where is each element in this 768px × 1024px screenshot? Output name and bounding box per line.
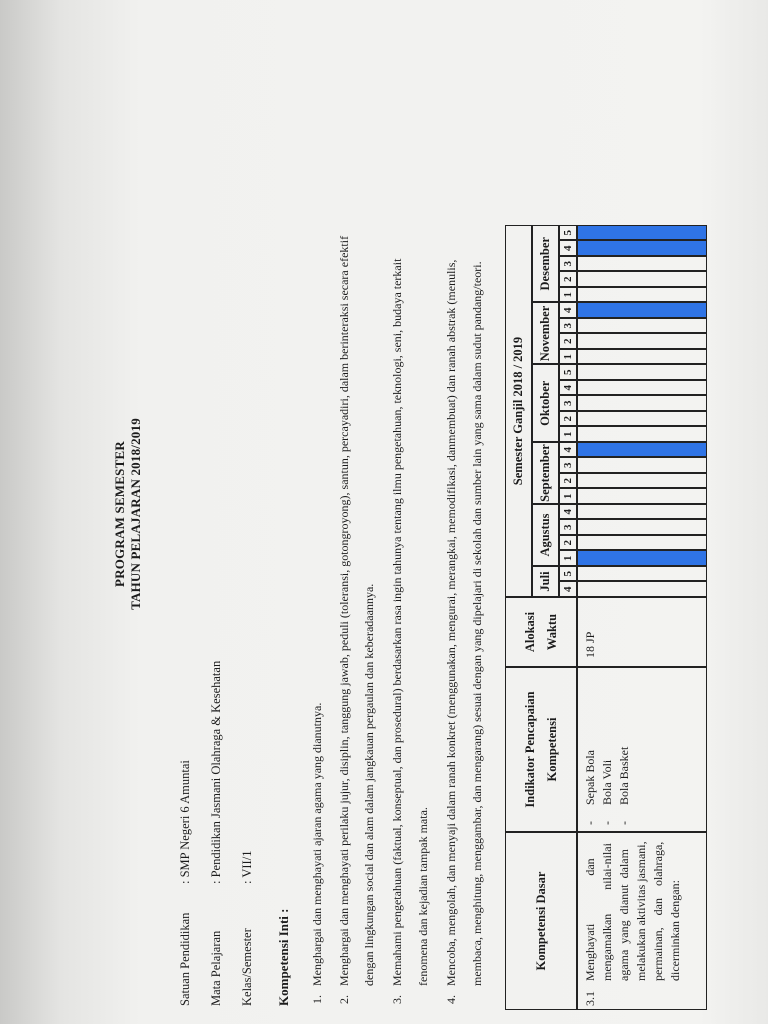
header-week-number: 4 [559,380,577,396]
indikator-item [582,674,599,825]
header-week-number: 3 [559,396,577,412]
week-cell [577,566,707,582]
ki-number: 2. [337,995,351,1004]
ki-text-line: Menghargai dan menghayati perilaku jujur, disiplin, tanggung jawab, peduli (toleransi, gotongroyong), santun, percayadiri, dalam berinteraksi secara efektif [337,235,351,986]
header-week-number: 4 [559,582,577,598]
alokasi-cell: 18 JP [577,597,707,667]
kd-number: 3.1 [583,991,597,1006]
week-cell [577,489,707,505]
week-cell [577,256,707,272]
identity-value-class: : VII/1 [240,850,254,884]
indikator-text: Sepak Bola [583,750,597,805]
header-week-number: 2 [559,272,577,288]
header-week-number: 5 [559,566,577,582]
week-cell [577,427,707,443]
week-cell [577,520,707,536]
ki-text-line: Menghargai dan menghayati ajaran agama yang dianutnya. [310,702,324,986]
header-week-number: 1 [559,427,577,443]
header-month-november: November [532,303,559,365]
indikator-text: Bola Voli [600,759,614,805]
ki-number: 1. [310,995,324,1004]
bullet-dash: - [583,821,597,825]
header-week-number: 4 [559,303,577,319]
header-week-number: 5 [559,365,577,381]
identity-label-school: Satuan Pendidikan [178,912,192,1006]
indikator-item [599,674,616,825]
kd-text-line: dicerminkan dengan: [668,880,682,981]
week-cell [577,349,707,365]
header-alokasi-line2: Waktu [545,613,559,651]
document-title: PROGRAM SEMESTER [112,441,127,587]
week-cell [577,287,707,303]
header-month-desember: Desember [532,225,559,303]
header-week-number: 2 [559,535,577,551]
kd-text-line: permainan, dan olahraga, [651,841,665,981]
ki-text-line: fenomena dan kejadian tampak mata. [416,807,430,986]
header-week-number: 3 [559,256,577,272]
ki-text-line: dengan lingkungan social dan alam dalam jangkauan pergaulan dan keberadaannya. [362,583,376,986]
header-indikator-line1: Indikator Pencapaian [523,691,537,808]
week-cell-scheduled [577,551,707,567]
header-week-number: 1 [559,287,577,303]
week-cell [577,535,707,551]
ki-text-line: Mencoba, mengolah, dan menyaji dalam ranah konkret (menggunakan, mengurai, merangkai, memodifikasi, danmembuat) dan ranah abstrak (menulis, [444,259,458,986]
identity-value-school: : SMP Negeri 6 Amuntai [178,760,192,884]
week-cell-scheduled [577,303,707,319]
header-week-number: 1 [559,349,577,365]
kompetensi-inti-heading: Kompetensi Inti : [276,908,291,1006]
kd-cell [577,832,707,1010]
header-week-number: 1 [559,551,577,567]
header-semester-title: Semester Ganjil 2018 / 2019 [505,225,532,597]
week-cell [577,334,707,350]
header-week-number: 4 [559,504,577,520]
header-week-number: 2 [559,334,577,350]
ki-number: 4. [444,995,458,1004]
ki-number: 3. [390,995,404,1004]
header-week-number: 3 [559,520,577,536]
identity-value-subject: : Pendidikan Jasmani Olahraga & Kesehatan [209,660,223,884]
header-week-number: 4 [559,241,577,257]
header-indikator-line2: Kompetensi [545,717,559,782]
header-kompetensi-dasar: Kompetensi Dasar [505,832,577,1010]
week-cell [577,365,707,381]
week-cell [577,411,707,427]
bullet-dash: - [617,821,631,825]
kd-text-line: agama yang dianut dalam [617,849,631,981]
week-cell-scheduled [577,241,707,257]
kd-text-line: Menghayati dan [583,858,597,981]
header-month-agustus: Agustus [532,504,559,566]
week-cell [577,272,707,288]
kd-text-line: mengamalkan nilai-nilai [600,843,614,981]
week-cell-scheduled [577,225,707,241]
header-month-september: September [532,442,559,504]
ki-text-line: membaca, menghitung, menggambar, dan mengarang) sesuai dengan yang dipelajari di sekolah dan sumber lain yang sama dalam sudut pandang/teori. [470,261,484,986]
header-week-number: 2 [559,411,577,427]
identity-label-subject: Mata Pelajaran [209,930,223,1006]
header-alokasi-line1: Alokasi [523,611,537,653]
week-cell [577,318,707,334]
indikator-cell [577,667,707,832]
header-week-number: 1 [559,489,577,505]
header-week-number: 3 [559,458,577,474]
header-week-number: 4 [559,442,577,458]
header-month-oktober: Oktober [532,365,559,443]
header-week-number: 3 [559,318,577,334]
week-cell [577,473,707,489]
week-cell [577,380,707,396]
ki-text-line: Memahami pengetahuan (faktual, konseptual, dan prosedural) berdasarkan rasa ingin tahunya tentang ilmu pengetahuan, teknologi, seni, budaya terkait [390,258,404,986]
week-cell [577,504,707,520]
header-indikator [505,667,577,832]
indikator-item [616,674,633,825]
identity-label-class: Kelas/Semester [240,928,254,1006]
header-week-number: 5 [559,225,577,241]
week-cell-scheduled [577,442,707,458]
kd-text-line: melakukan aktivitas jasmani, [634,841,648,981]
bullet-dash: - [600,821,614,825]
indikator-text: Bola Basket [617,746,631,805]
header-week-number: 2 [559,473,577,489]
header-alokasi-waktu [505,597,577,667]
week-cell [577,458,707,474]
week-cell [577,396,707,412]
header-month-juli: Juli [532,566,559,597]
week-cell [577,582,707,598]
document-subtitle: TAHUN PELAJARAN 2018/2019 [128,418,143,610]
